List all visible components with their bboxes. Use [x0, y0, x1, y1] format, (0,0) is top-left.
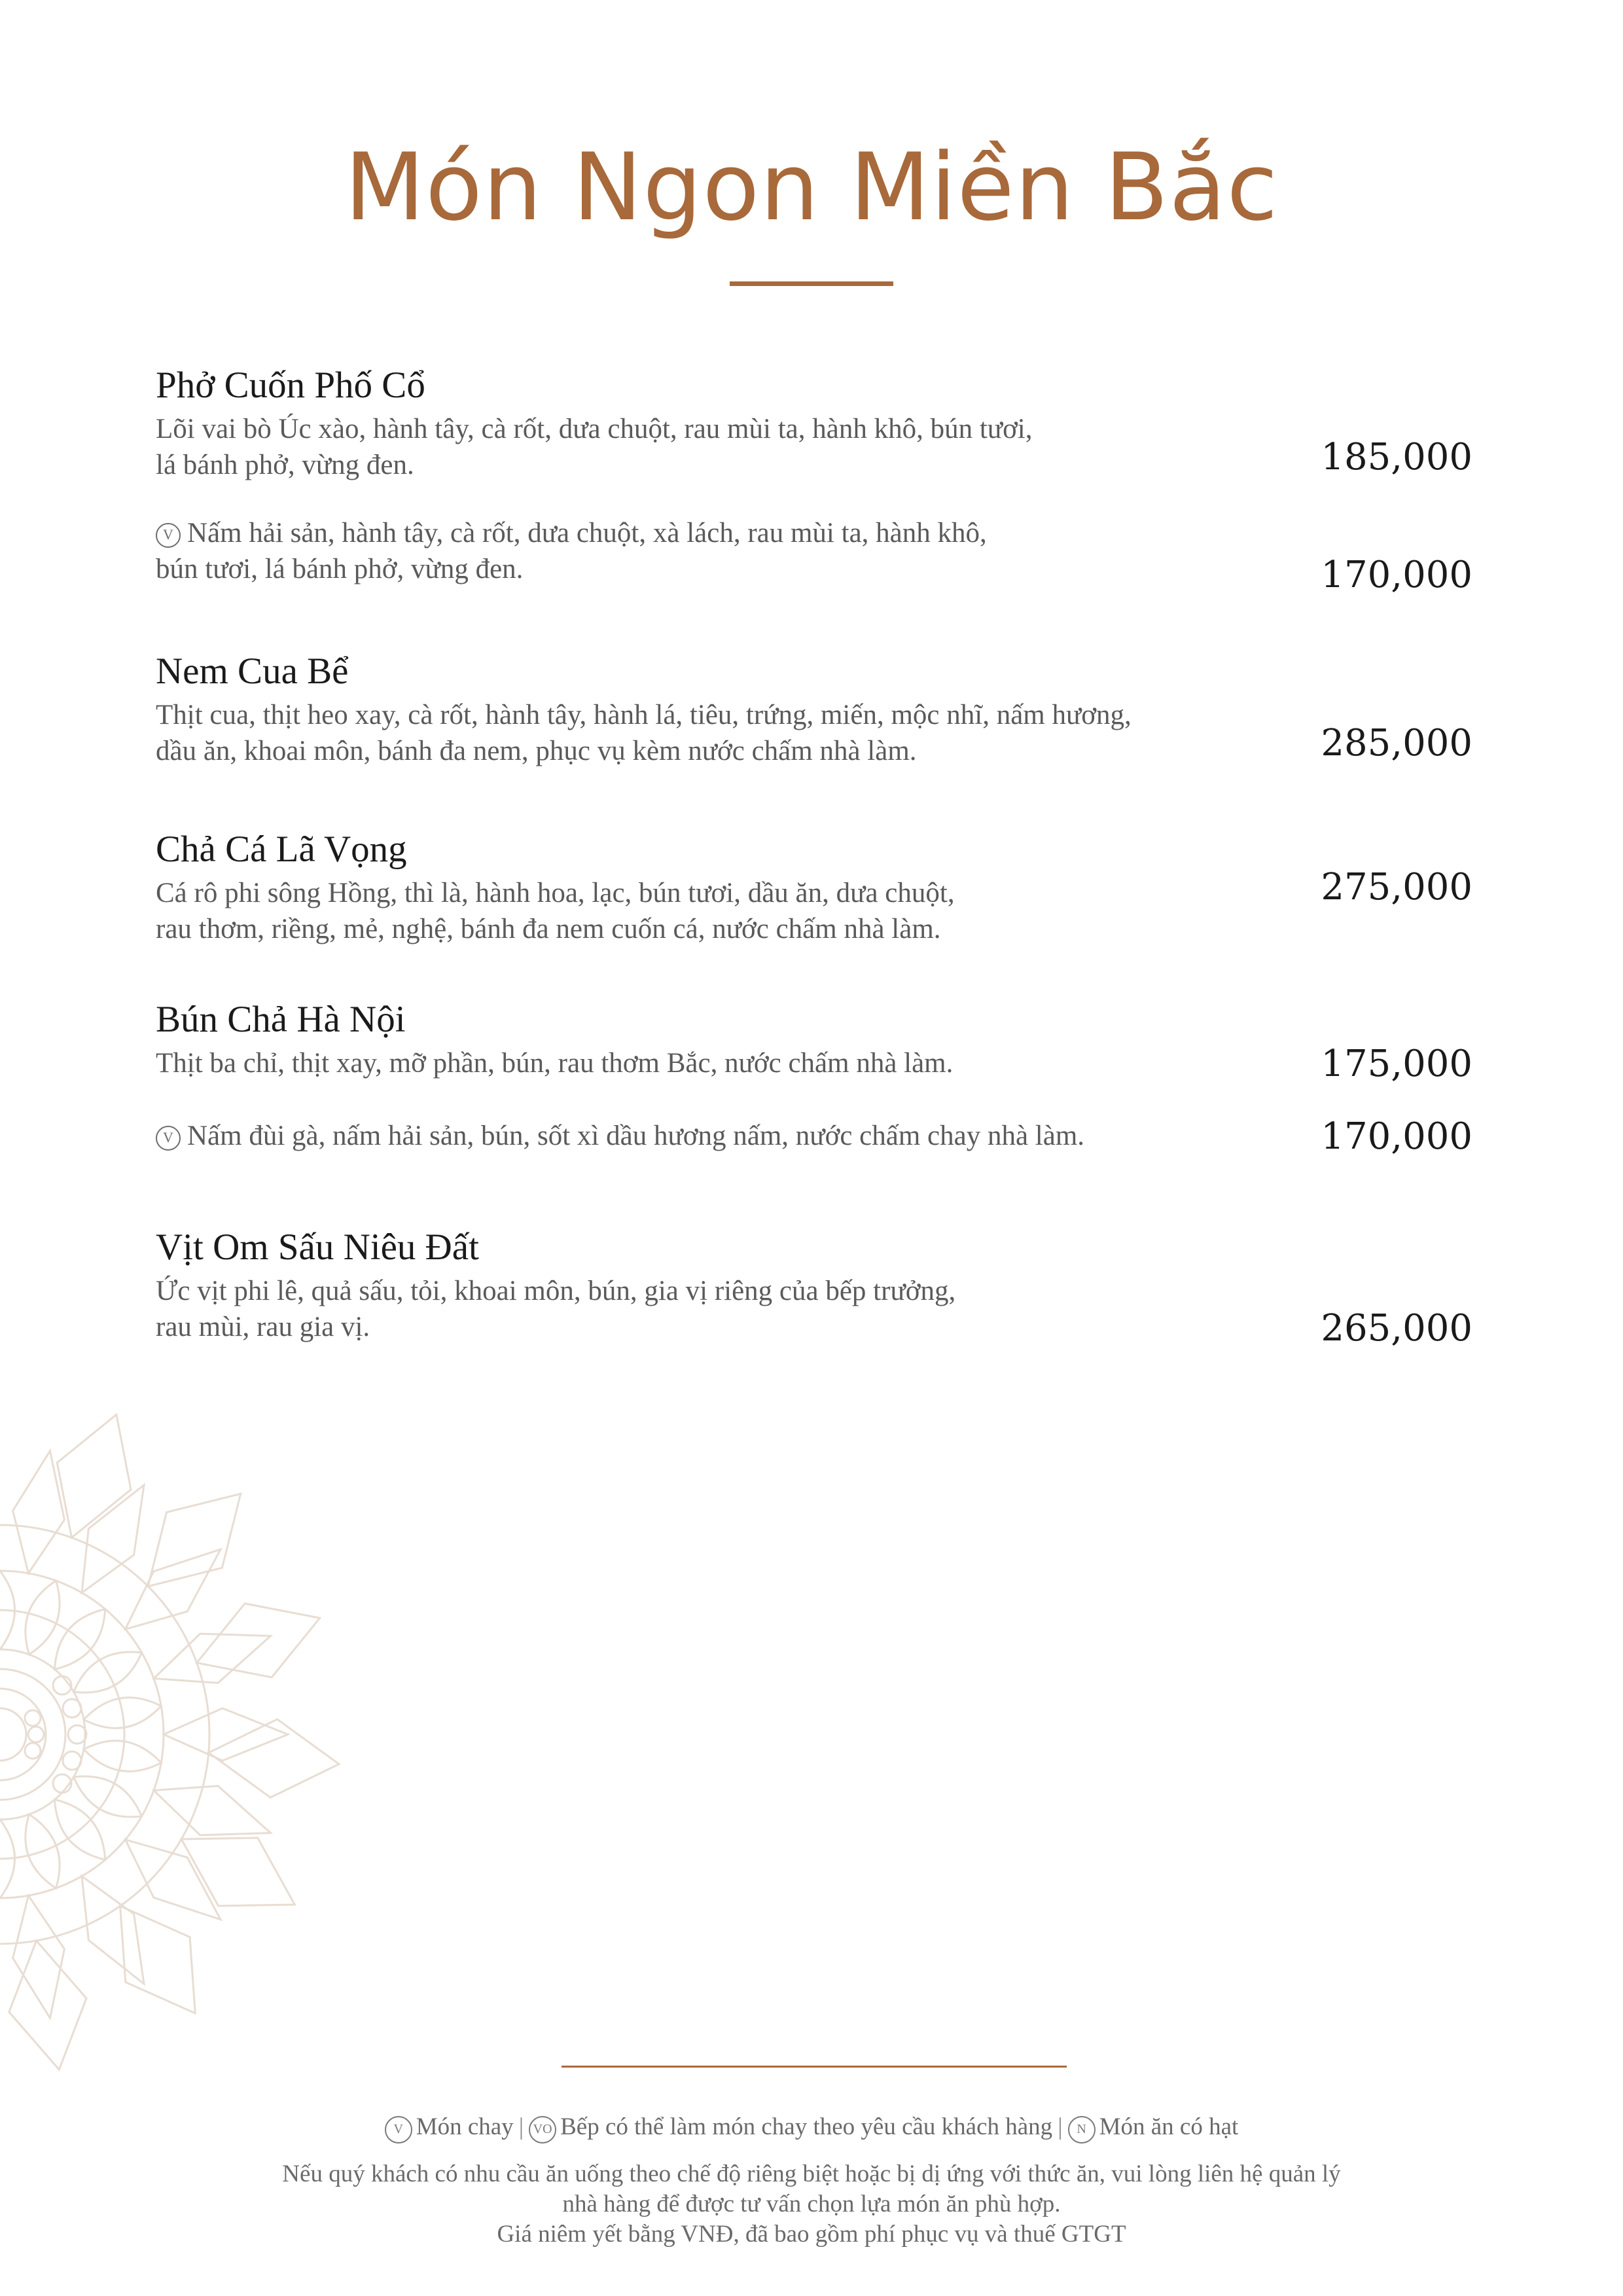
- allergy-note: Nếu quý khách có nhu cầu ăn uống theo chế độ riêng biệt hoặc bị dị ứng với thức ăn, vui lòng liên hệ quản lý: [282, 2161, 1341, 2187]
- dish-description: Thịt cua, thịt heo xay, cà rốt, hành tây, hành lá, tiêu, trứng, miến, mộc nhĩ, nấm hương,: [156, 700, 1132, 730]
- dish-price: 285,000: [1321, 722, 1472, 764]
- dish-description: rau thơm, riềng, mẻ, nghệ, bánh đa nem cuốn cá, nước chấm nhà làm.: [156, 914, 941, 944]
- footer-divider: [562, 2066, 1067, 2068]
- dish-description: Thịt ba chỉ, thịt xay, mỡ phần, bún, rau thơm Bắc, nước chấm nhà làm.: [156, 1048, 954, 1079]
- legend-veg-label: Món chay: [416, 2113, 514, 2140]
- dish-name: Bún Chả Hà Nội: [156, 999, 406, 1040]
- dish-description: Lõi vai bò Úc xào, hành tây, cà rốt, dưa chuột, rau mùi ta, hành khô, bún tươi,: [156, 414, 1033, 444]
- dish-name: Vịt Om Sấu Niêu Đất: [156, 1227, 479, 1268]
- vegetarian-icon: V: [156, 1126, 181, 1151]
- dish-name: Phở Cuốn Phố Cổ: [156, 365, 425, 406]
- veg-variant-description: V Nấm hải sản, hành tây, cà rốt, dưa chuột, xà lách, rau mùi ta, hành khô,: [156, 515, 987, 551]
- dish-name: Nem Cua Bể: [156, 651, 349, 692]
- dish-price: 175,000: [1321, 1043, 1472, 1085]
- legend-vo-label: Bếp có thể làm món chay theo yêu cầu khách hàng: [560, 2113, 1053, 2140]
- dish-description: lá bánh phở, vừng đen.: [156, 450, 414, 480]
- allergy-note: nhà hàng để được tư vấn chọn lựa món ăn phù hợp.: [562, 2191, 1061, 2217]
- veg-variant-price: 170,000: [1321, 554, 1472, 596]
- vegetarian-icon: V: [385, 2116, 412, 2144]
- page-title: Món Ngon Miền Bắc: [344, 134, 1279, 242]
- veg-variant-description: bún tươi, lá bánh phở, vừng đen.: [156, 554, 524, 584]
- dish-description: dầu ăn, khoai môn, bánh đa nem, phục vụ kèm nước chấm nhà làm.: [156, 736, 917, 766]
- legend-nut-label: Món ăn có hạt: [1099, 2113, 1239, 2140]
- price-note: Giá niêm yết bằng VNĐ, đã bao gồm phí phục vụ và thuế GTGT: [497, 2221, 1126, 2248]
- vegetarian-option-icon: VO: [529, 2116, 556, 2144]
- dish-price: 275,000: [1321, 866, 1472, 908]
- veg-variant-description: V Nấm đùi gà, nấm hải sản, bún, sốt xì dầu hương nấm, nước chấm chay nhà làm.: [156, 1118, 1084, 1154]
- veg-variant-price: 170,000: [1321, 1115, 1472, 1158]
- dish-price: 185,000: [1321, 436, 1472, 478]
- title-divider: [730, 281, 893, 286]
- mandala-ornament-icon: [0, 1388, 340, 2081]
- vegetarian-icon: V: [156, 523, 181, 548]
- nuts-icon: N: [1068, 2116, 1096, 2144]
- dish-name: Chả Cá Lã Vọng: [156, 829, 407, 870]
- dish-description: rau mùi, rau gia vị.: [156, 1312, 370, 1342]
- dish-description: Ức vịt phi lê, quả sấu, tỏi, khoai môn, bún, gia vị riêng của bếp trưởng,: [156, 1276, 956, 1306]
- dish-description: Cá rô phi sông Hồng, thì là, hành hoa, lạc, bún tươi, dầu ăn, dưa chuột,: [156, 878, 955, 908]
- dish-price: 265,000: [1321, 1307, 1472, 1350]
- dietary-legend: V Món chay | VO Bếp có thể làm món chay theo yêu cầu khách hàng | N Món ăn có hạt: [0, 2113, 1623, 2144]
